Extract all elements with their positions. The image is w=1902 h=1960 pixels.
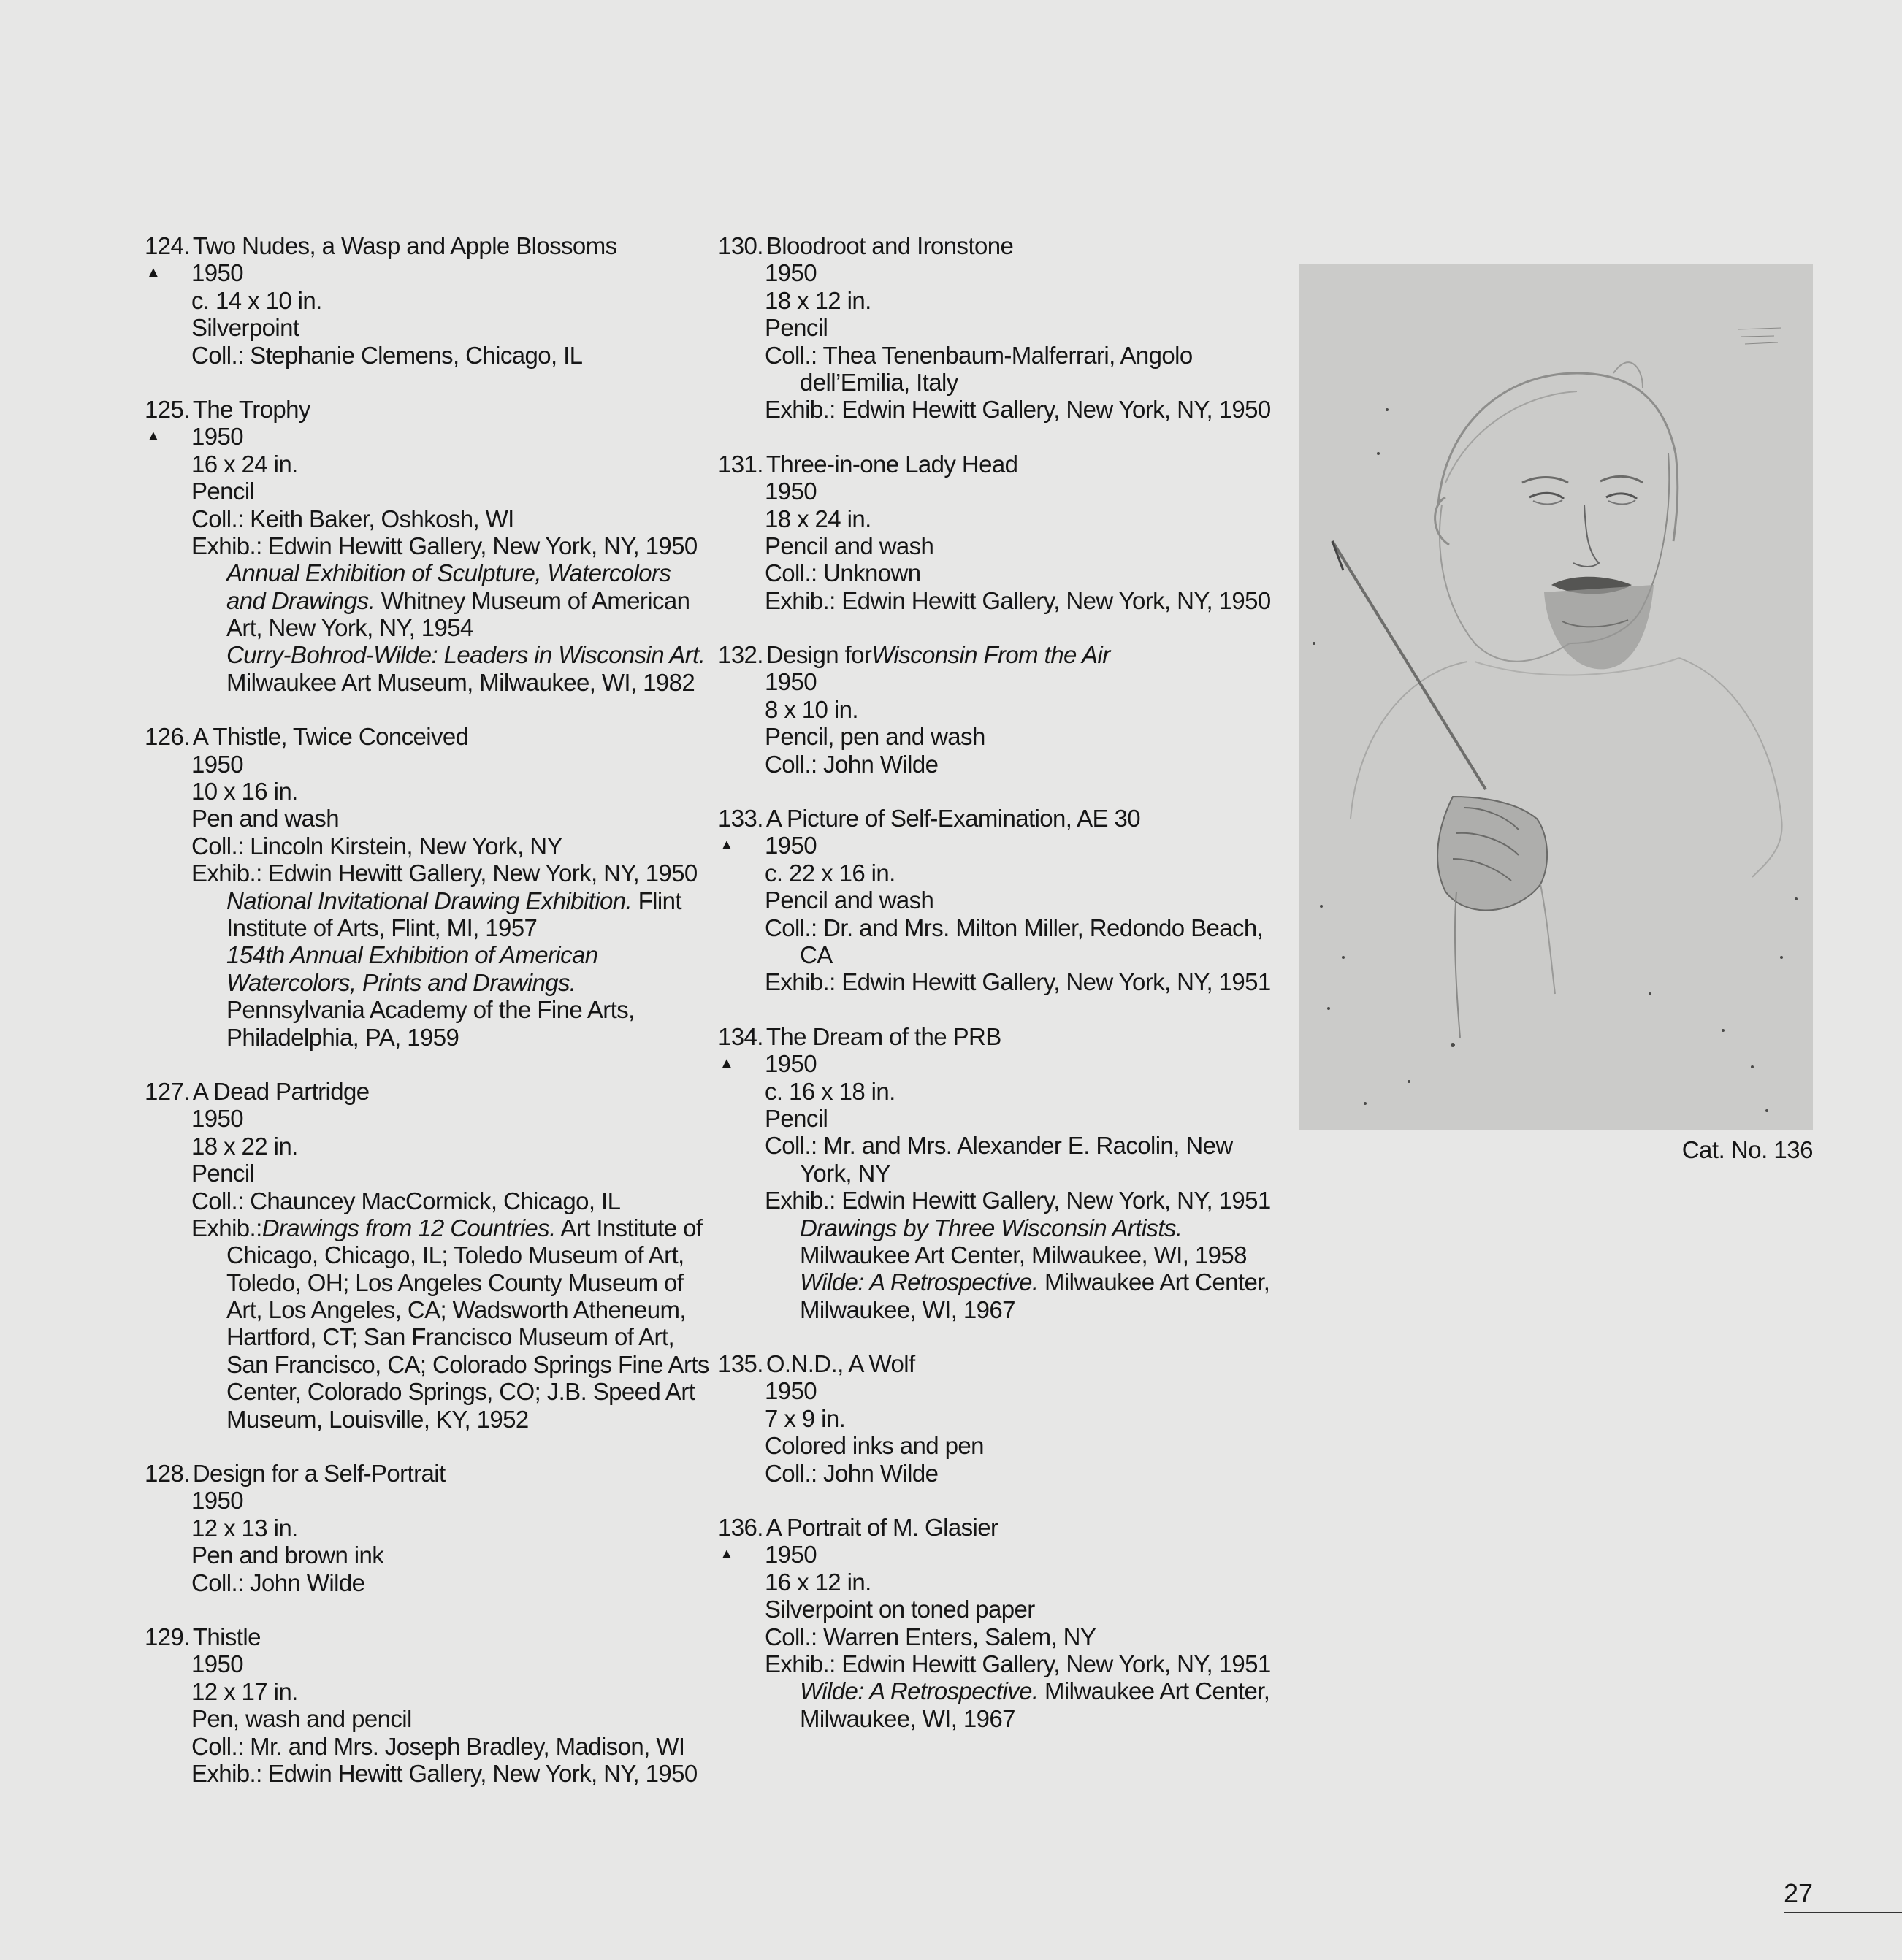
detail-text: 1950 [765, 1050, 817, 1078]
entry-detail-line [145, 1760, 700, 1787]
exhibition-title: Wilde: A Retrospective. [800, 1677, 1039, 1705]
original-work-marker [145, 1487, 191, 1514]
detail-text: Exhib.: [191, 1214, 262, 1241]
detail-text: Art, Los Angeles, CA; Wadsworth Atheneum, [226, 1296, 687, 1324]
entry-detail-line [145, 941, 700, 968]
detail-text: Whitney Museum of American [375, 586, 690, 614]
entry-number: 132. [718, 641, 763, 669]
detail-text: Museum, Louisville, KY, 1952 [226, 1405, 529, 1433]
entry-number: 127. [145, 1077, 190, 1105]
entry-detail-line [145, 587, 700, 614]
entry-detail-line [145, 505, 700, 532]
entry-title: Design for a Self-Portrait [192, 1460, 446, 1488]
detail-text: CA [800, 941, 833, 968]
detail-text: 1950 [191, 750, 244, 778]
entry-title: The Dream of the PRB [765, 1022, 1001, 1050]
entry-title: Two Nudes, a Wasp and Apple Blossoms [192, 232, 617, 259]
entry-detail-line [145, 887, 700, 914]
detail-text: Exhib.: Edwin Hewitt Gallery, New York, NY, 1950 [191, 532, 698, 559]
detail-text: Exhib.: Edwin Hewitt Gallery, New York, NY, 1951 [765, 1650, 1271, 1677]
entry-title: A Thistle, Twice Conceived [192, 723, 469, 751]
entry-detail-line [718, 1405, 1273, 1432]
entry-detail-line [145, 287, 700, 314]
detail-text: Silverpoint on toned paper [765, 1596, 1035, 1623]
catalog-column-right [718, 232, 1273, 1759]
detail-text: 18 x 24 in. [765, 505, 871, 532]
entry-detail-line [145, 1542, 700, 1569]
detail-text: Milwaukee, WI, 1967 [800, 1295, 1015, 1323]
entry-detail-line [145, 342, 700, 369]
entry-detail-line [718, 1623, 1273, 1650]
detail-text: Milwaukee Art Center, Milwaukee, WI, 1958 [800, 1241, 1247, 1268]
detail-text: 1950 [765, 259, 817, 287]
detail-text: Milwaukee Art Museum, Milwaukee, WI, 1982 [226, 668, 695, 696]
entry-detail-line [145, 805, 700, 832]
detail-text: 1950 [765, 668, 817, 696]
entry-detail-line [145, 969, 700, 996]
detail-text: Milwaukee Art Center, [1038, 1268, 1270, 1296]
entry-number: 128. [145, 1460, 190, 1488]
catalog-entry [718, 641, 1273, 778]
detail-text: Pencil [191, 1160, 255, 1187]
exhibition-title: Annual Exhibition of Sculpture, Watercolors [226, 559, 671, 587]
entry-detail-line [145, 1350, 709, 1378]
entry-heading [145, 396, 700, 423]
entry-detail-line [145, 1406, 700, 1433]
entry-detail-line [718, 1596, 1273, 1623]
detail-text: 1950 [191, 1487, 244, 1515]
detail-text: Coll.: Stephanie Clemens, Chicago, IL [191, 341, 583, 369]
entry-number: 125. [145, 395, 190, 423]
entry-detail-line [718, 1214, 1273, 1241]
detail-text: Silverpoint [191, 314, 299, 342]
detail-text: 10 x 16 in. [191, 778, 298, 805]
detail-text: 1950 [765, 1377, 817, 1405]
entry-detail-line [718, 751, 1273, 778]
entry-detail-line [145, 996, 700, 1023]
entry-detail-line [145, 1105, 700, 1132]
detail-text: Coll.: John Wilde [765, 750, 939, 778]
entry-detail-line [718, 342, 1273, 369]
entry-detail-line [718, 1705, 1273, 1732]
entry-detail-line [145, 751, 700, 778]
detail-text: Coll.: Warren Enters, Salem, NY [765, 1623, 1096, 1650]
detail-text: 16 x 24 in. [191, 450, 298, 478]
entry-detail-line [145, 1187, 700, 1214]
page-number-rule [1784, 1912, 1902, 1913]
entry-detail-line [145, 1024, 700, 1051]
detail-text: c. 16 x 18 in. [765, 1077, 895, 1105]
entry-detail-line [145, 1241, 700, 1268]
detail-text: Hartford, CT; San Francisco Museum of Art, [226, 1323, 675, 1351]
entry-detail-line [718, 1677, 1273, 1704]
entry-detail-line [718, 968, 1273, 995]
entry-detail-line [145, 1160, 700, 1187]
entry-title-italic: Wisconsin From the Air [871, 641, 1110, 669]
entry-detail-line [718, 478, 1273, 505]
detail-text: 1950 [191, 1105, 244, 1133]
detail-text: Pencil [765, 1104, 828, 1132]
entry-heading [718, 232, 1273, 259]
detail-text: York, NY [800, 1159, 891, 1187]
entry-detail-line [145, 1515, 700, 1542]
detail-text: 18 x 12 in. [765, 286, 871, 314]
entry-heading [718, 1350, 1273, 1377]
catalog-entry [718, 805, 1273, 996]
detail-text: Art, New York, NY, 1954 [226, 614, 473, 642]
entry-heading [718, 1514, 1273, 1541]
detail-text: Pencil [191, 478, 255, 505]
detail-text: c. 22 x 16 in. [765, 859, 895, 887]
entry-detail-line [718, 1187, 1273, 1214]
detail-text: Pen and brown ink [191, 1542, 384, 1569]
exhibition-title: Drawings from 12 Countries. [261, 1214, 556, 1241]
catalog-entry [718, 1514, 1273, 1732]
detail-text: Colored inks and pen [765, 1432, 984, 1460]
entry-detail-line [145, 614, 700, 641]
figure-caption: Cat. No. 136 [1681, 1136, 1813, 1163]
entry-detail-line [718, 1132, 1273, 1159]
entry-detail-line [718, 1241, 1273, 1268]
detail-text: 12 x 17 in. [191, 1677, 298, 1705]
entry-detail-line [145, 1678, 700, 1705]
entry-detail-line [718, 941, 1273, 968]
entry-detail-line [145, 1487, 700, 1514]
entry-detail-line [718, 1569, 1273, 1596]
entry-title: O.N.D., A Wolf [765, 1350, 915, 1378]
entry-detail-line [718, 369, 1273, 396]
entry-detail-line [718, 1160, 1273, 1187]
detail-text: Coll.: Thea Tenenbaum-Malferrari, Angolo [765, 341, 1193, 369]
entry-title: Design for [765, 641, 872, 669]
entry-number: 124. [145, 232, 190, 259]
entry-detail-line [718, 668, 1273, 695]
entry-heading [145, 1623, 700, 1650]
entry-detail-line [145, 451, 700, 478]
detail-text: Philadelphia, PA, 1959 [226, 1023, 459, 1051]
catalog-entry [145, 1623, 700, 1787]
detail-text: Exhib.: Edwin Hewitt Gallery, New York, NY, 1950 [191, 1759, 698, 1787]
detail-text: Pencil [765, 314, 828, 342]
entry-number: 131. [718, 450, 763, 478]
entry-detail-line [145, 1269, 700, 1296]
entry-heading [145, 1078, 700, 1105]
entry-heading [718, 451, 1273, 478]
exhibition-title: 154th Annual Exhibition of American [226, 941, 598, 969]
entry-detail-line [145, 832, 700, 860]
entry-number: 134. [718, 1022, 763, 1050]
entry-title: A Portrait of M. Glasier [765, 1514, 998, 1542]
detail-text: 8 x 10 in. [765, 695, 858, 723]
entry-detail-line [145, 1296, 700, 1323]
entry-detail-line [145, 1569, 700, 1596]
entry-detail-line [718, 505, 1273, 532]
detail-text: Art Institute of [555, 1214, 703, 1241]
detail-text: Exhib.: Edwin Hewitt Gallery, New York, NY, 1950 [765, 396, 1271, 424]
entry-heading [145, 232, 700, 259]
silverpoint-portrait-image [1299, 264, 1813, 1130]
detail-text: Pennsylvania Academy of the Fine Arts, [226, 996, 635, 1024]
entry-detail-line [718, 914, 1273, 941]
entry-detail-line [718, 1377, 1273, 1404]
entry-detail-line [718, 559, 1273, 586]
entry-heading [145, 723, 700, 750]
exhibition-title: and Drawings. [226, 586, 375, 614]
detail-text: Exhib.: Edwin Hewitt Gallery, New York, NY, 1950 [191, 860, 698, 887]
catalog-entry [718, 451, 1273, 614]
entry-detail-line [718, 1650, 1273, 1677]
entry-detail-line [145, 478, 700, 505]
entry-heading [718, 1023, 1273, 1050]
entry-detail-line [145, 559, 700, 586]
detail-text: Coll.: Chauncey MacCormick, Chicago, IL [191, 1187, 621, 1214]
detail-text: 1950 [765, 832, 817, 860]
portrait-illustration [1299, 264, 1813, 1130]
exhibition-title: Curry-Bohrod-Wilde: Leaders in Wisconsin Art. [226, 641, 706, 669]
entry-detail-line [718, 1541, 1273, 1568]
entry-detail-line [145, 860, 700, 887]
original-work-marker: ▲ [719, 837, 734, 854]
catalog-entry [718, 1350, 1273, 1487]
entry-detail-line [145, 778, 700, 805]
entry-detail-line [718, 1268, 1273, 1295]
detail-text: Center, Colorado Springs, CO; J.B. Speed Art [226, 1378, 695, 1406]
entry-number: 135. [718, 1350, 763, 1378]
entry-detail-line [718, 259, 1273, 286]
entry-detail-line [145, 423, 700, 450]
detail-text: Institute of Arts, Flint, MI, 1957 [226, 914, 538, 941]
detail-text: Coll.: Dr. and Mrs. Milton Miller, Redondo Beach, [765, 914, 1264, 941]
entry-detail-line [718, 1050, 1273, 1077]
entry-detail-line [718, 396, 1273, 423]
original-work-marker [145, 751, 191, 778]
entry-detail-line [145, 1214, 703, 1241]
detail-text: 1950 [765, 478, 817, 505]
entry-title: The Trophy [192, 395, 310, 423]
catalog-entry [145, 723, 700, 1051]
original-work-marker [145, 1105, 191, 1132]
detail-text: Exhib.: Edwin Hewitt Gallery, New York, NY, 1951 [765, 968, 1271, 996]
original-work-marker: ▲ [719, 1055, 734, 1072]
detail-text: Pen, wash and pencil [191, 1705, 412, 1733]
original-work-marker [718, 668, 765, 695]
entry-title: Bloodroot and Ironstone [765, 232, 1014, 259]
catalog-entry [145, 232, 700, 369]
entry-title: Thistle [192, 1623, 261, 1650]
detail-text: Pencil, pen and wash [765, 723, 985, 751]
entry-title: Three-in-one Lady Head [765, 450, 1018, 478]
detail-text: Pen and wash [191, 805, 339, 832]
entry-detail-line [718, 1078, 1273, 1105]
entry-detail-line [718, 532, 1273, 559]
original-work-marker [718, 478, 765, 505]
entry-detail-line [145, 532, 700, 559]
detail-text: 18 x 22 in. [191, 1132, 298, 1160]
detail-text: Coll.: Keith Baker, Oshkosh, WI [191, 505, 514, 532]
entry-detail-line [718, 1105, 1273, 1132]
entry-detail-line [145, 1323, 700, 1350]
detail-text: Coll.: John Wilde [191, 1569, 365, 1596]
entry-number: 133. [718, 805, 763, 832]
entry-detail-line [145, 1378, 700, 1405]
entry-heading [145, 1460, 700, 1487]
detail-text: 7 x 9 in. [765, 1404, 846, 1432]
detail-text: Toledo, OH; Los Angeles County Museum of [226, 1268, 684, 1296]
entry-detail-line [145, 1705, 700, 1732]
detail-text: Milwaukee Art Center, [1038, 1677, 1270, 1705]
entry-detail-line [718, 1296, 1273, 1323]
detail-text: Coll.: Mr. and Mrs. Alexander E. Racolin, New [765, 1132, 1233, 1160]
entry-detail-line [718, 832, 1273, 859]
detail-text: Coll.: Unknown [765, 559, 921, 587]
exhibition-title: Wilde: A Retrospective. [800, 1268, 1039, 1296]
original-work-marker: ▲ [719, 1546, 734, 1563]
entry-detail-line [145, 1650, 700, 1677]
catalog-entry [145, 1460, 700, 1596]
entry-detail-line [145, 314, 700, 341]
entry-detail-line [718, 723, 1273, 750]
detail-text: 1950 [765, 1541, 817, 1569]
entry-detail-line [145, 1733, 700, 1760]
detail-text: Pencil and wash [765, 532, 934, 559]
detail-text: 1950 [191, 423, 244, 451]
exhibition-title: National Invitational Drawing Exhibition. [226, 887, 633, 914]
original-work-marker: ▲ [146, 428, 161, 445]
detail-text: 1950 [191, 259, 244, 287]
entry-detail-line [145, 259, 700, 286]
entry-detail-line [145, 914, 700, 941]
detail-text: dell’Emilia, Italy [800, 368, 958, 396]
entry-detail-line [718, 887, 1273, 914]
entry-detail-line [145, 1133, 700, 1160]
original-work-marker [718, 1377, 765, 1404]
entry-detail-line [718, 587, 1273, 614]
entry-detail-line [718, 314, 1273, 341]
entry-number: 126. [145, 723, 190, 751]
catalog-entry [718, 1023, 1273, 1323]
entry-detail-line [145, 669, 700, 696]
entry-detail-line [718, 696, 1273, 723]
entry-number: 130. [718, 232, 763, 259]
detail-text: Exhib.: Edwin Hewitt Gallery, New York, NY, 1950 [765, 586, 1271, 614]
catalog-entry [145, 1077, 709, 1433]
entry-title: A Dead Partridge [192, 1077, 370, 1105]
catalog-entry [145, 395, 706, 696]
detail-text: 12 x 13 in. [191, 1514, 298, 1542]
detail-text: c. 14 x 10 in. [191, 286, 322, 314]
catalog-column-left [145, 232, 709, 1814]
detail-text: Coll.: John Wilde [765, 1459, 939, 1487]
detail-text: Coll.: Mr. and Mrs. Joseph Bradley, Madison, WI [191, 1732, 685, 1760]
exhibition-title: Drawings by Three Wisconsin Artists. [800, 1214, 1183, 1241]
entry-heading [718, 641, 1273, 668]
original-work-marker [145, 1650, 191, 1677]
detail-text: Exhib.: Edwin Hewitt Gallery, New York, NY, 1951 [765, 1187, 1271, 1214]
detail-text: San Francisco, CA; Colorado Springs Fine Arts [226, 1350, 709, 1378]
page-number: 27 [1784, 1878, 1814, 1908]
detail-text: Milwaukee, WI, 1967 [800, 1704, 1015, 1732]
entry-heading [718, 805, 1273, 832]
entry-detail-line [718, 287, 1273, 314]
detail-text: Pencil and wash [765, 887, 934, 914]
catalog-entry [718, 232, 1273, 424]
entry-detail-line [718, 1432, 1273, 1459]
entry-detail-line [718, 1460, 1273, 1487]
original-work-marker [718, 259, 765, 286]
entry-number: 136. [718, 1514, 763, 1542]
detail-text: Flint [632, 887, 681, 914]
detail-text: 1950 [191, 1650, 244, 1678]
detail-text: 16 x 12 in. [765, 1568, 871, 1596]
entry-detail-line [718, 860, 1273, 887]
original-work-marker: ▲ [146, 264, 161, 281]
exhibition-title: Watercolors, Prints and Drawings. [226, 968, 576, 996]
entry-title: A Picture of Self-Examination, AE 30 [765, 805, 1141, 832]
detail-text: Coll.: Lincoln Kirstein, New York, NY [191, 832, 562, 860]
entry-number: 129. [145, 1623, 190, 1650]
entry-detail-line [145, 641, 706, 669]
detail-text: Chicago, Chicago, IL; Toledo Museum of Art, [226, 1241, 684, 1269]
